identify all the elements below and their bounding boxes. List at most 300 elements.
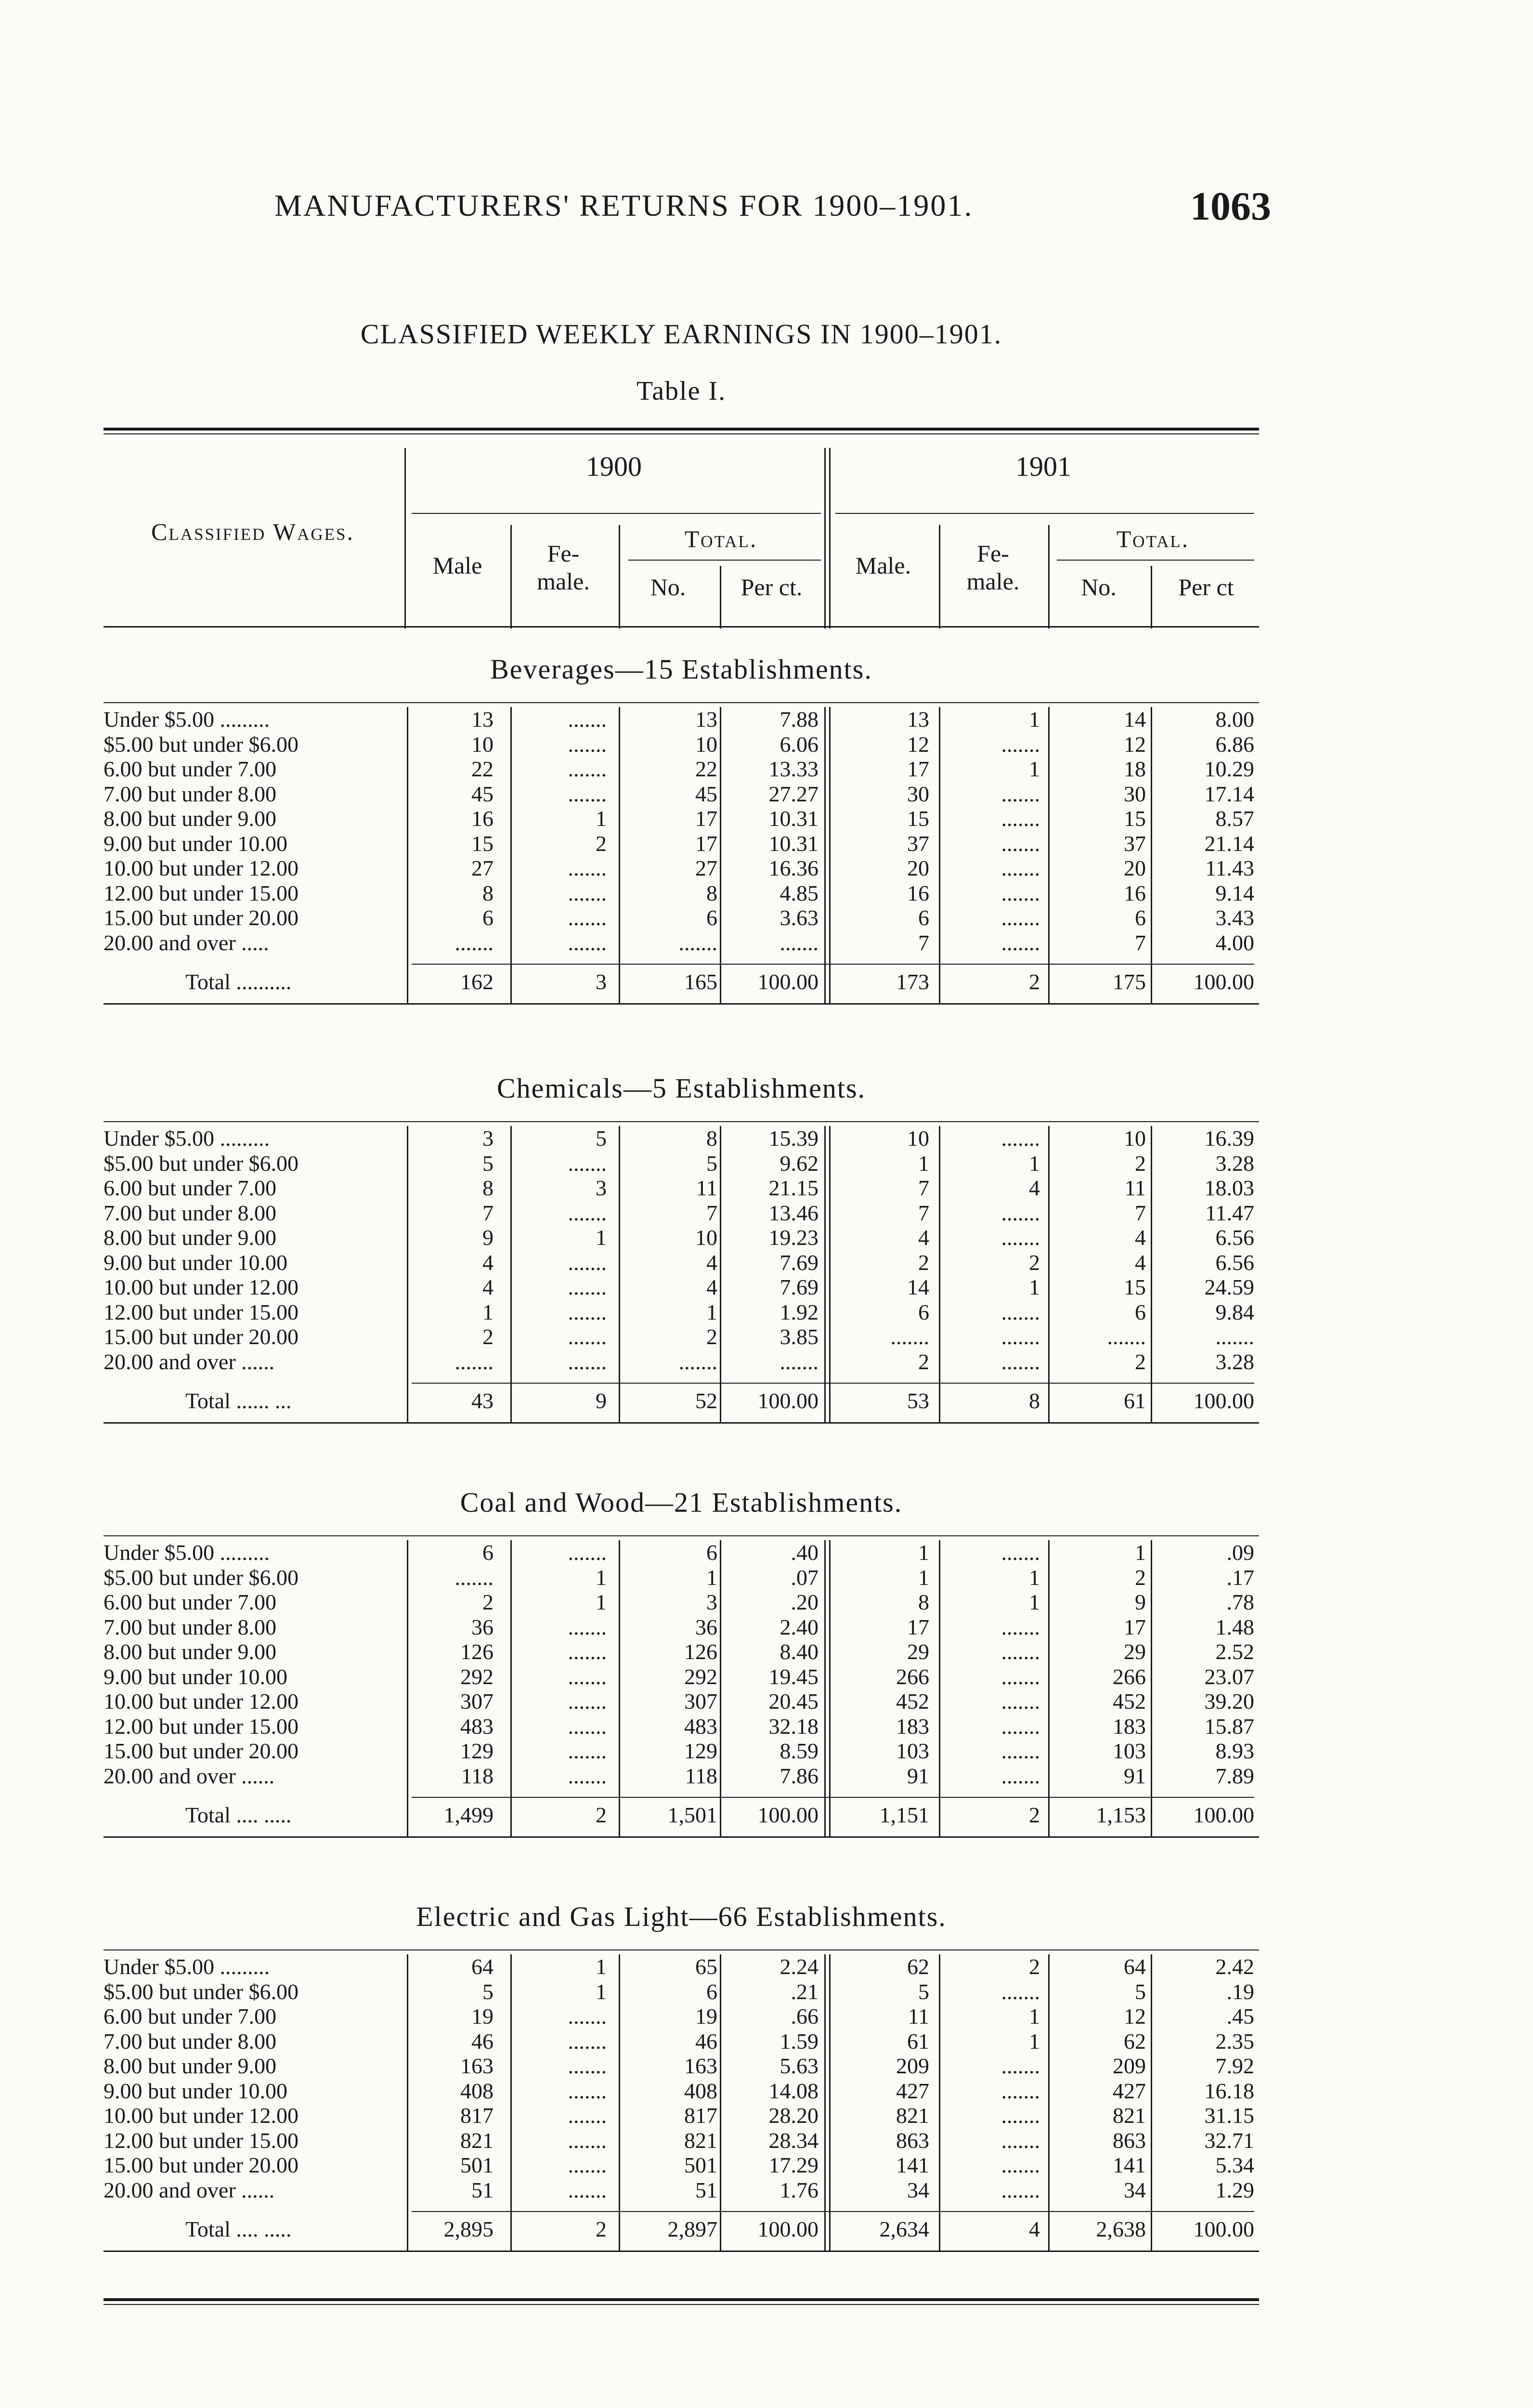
- table-cell: 6: [706, 1540, 717, 1565]
- table-row: [104, 1954, 1259, 1979]
- table-cell: 3.28: [1215, 1151, 1254, 1176]
- table-cell: 2: [1029, 1250, 1040, 1275]
- table-cell: 2: [1135, 1151, 1146, 1176]
- header-no-1900: No.: [650, 574, 686, 601]
- table-cell: 19: [695, 2004, 717, 2028]
- table-cell: .......: [1001, 1714, 1040, 1739]
- table-cell: 6: [706, 905, 717, 930]
- wage-class-label: 20.00 and over ......: [104, 1349, 275, 1374]
- table-row: [104, 856, 1259, 881]
- table-cell: 3.85: [779, 1324, 818, 1349]
- table-row: [104, 1764, 1259, 1789]
- table-cell: .......: [678, 1349, 717, 1374]
- table-cell: 21.14: [1204, 831, 1254, 856]
- wage-class-label: 6.00 but under 7.00: [104, 2004, 277, 2028]
- table-cell: 62: [1124, 2028, 1146, 2054]
- table-row: [104, 930, 1259, 955]
- table-cell: 2: [596, 1803, 607, 1827]
- table-cell: 5.34: [1215, 2153, 1254, 2177]
- table-cell: 17: [1124, 1614, 1146, 1639]
- table-cell: 16: [1124, 880, 1146, 905]
- table-cell: 28.20: [768, 2103, 818, 2128]
- header-bottom-rule: [104, 626, 1259, 628]
- table-cell: 15.87: [1204, 1714, 1254, 1739]
- table-cell: 13.33: [768, 757, 818, 781]
- table-cell: 7.89: [1215, 1763, 1254, 1788]
- wage-class-label: 10.00 but under 12.00: [104, 1689, 299, 1714]
- wage-class-label: Under $5.00 .........: [104, 1540, 270, 1565]
- table-row: [104, 1324, 1259, 1349]
- table-row: [104, 2004, 1259, 2029]
- table-cell: .......: [1001, 2128, 1040, 2153]
- wage-class-label: 7.00 but under 8.00: [104, 781, 277, 806]
- table-cell: 100.00: [1193, 1388, 1254, 1413]
- table-cell: .......: [568, 1739, 607, 1763]
- header-female-1901: Fe- male.: [966, 540, 1020, 595]
- table-cell: 427: [1113, 2078, 1146, 2103]
- table-cell: .......: [678, 930, 717, 955]
- table-cell: 100.00: [1193, 1803, 1254, 1827]
- table-cell: 100.00: [1193, 2217, 1254, 2241]
- table-cell: 15: [1124, 1275, 1146, 1299]
- table-cell: 10: [1124, 1126, 1146, 1151]
- table-cell: 19.45: [768, 1664, 818, 1689]
- table-cell: 6.56: [1215, 1225, 1254, 1250]
- table-cell: 4: [918, 1225, 929, 1250]
- table-cell: 12: [1124, 2004, 1146, 2028]
- table-cell: 45: [471, 781, 494, 806]
- table-cell: 21.15: [768, 1176, 818, 1200]
- header-year-1900: 1900: [586, 451, 642, 482]
- table-cell: 2: [596, 2217, 607, 2241]
- table-cell: .......: [568, 1349, 607, 1374]
- table-cell: .......: [1001, 880, 1040, 905]
- table-cell: .......: [568, 905, 607, 930]
- table-cell: .......: [890, 1324, 929, 1349]
- table-cell: 1: [1135, 1540, 1146, 1565]
- table-cell: 10.31: [768, 806, 818, 831]
- table-cell: .......: [779, 1349, 818, 1374]
- table-cell: 5: [482, 1151, 494, 1176]
- wage-class-label: $5.00 but under $6.00: [104, 732, 299, 757]
- table-cell: 22: [695, 757, 717, 781]
- table-cell: 408: [460, 2078, 494, 2103]
- table-cell: 2.42: [1215, 1954, 1254, 1979]
- table-cell: 2: [482, 1324, 494, 1349]
- total-label: Total .... .....: [185, 2217, 292, 2241]
- table-cell: 3: [706, 1590, 717, 1614]
- table-cell: 7: [482, 1200, 494, 1225]
- table-cell: .......: [568, 732, 607, 757]
- header-total-1900: Total.: [684, 525, 758, 552]
- table-cell: .66: [791, 2004, 818, 2028]
- table-cell: 292: [684, 1664, 717, 1689]
- table-cell: 1: [1029, 757, 1040, 781]
- table-cell: 1: [706, 1299, 717, 1324]
- table-cell: 64: [1124, 1954, 1146, 1979]
- table-row: [104, 1639, 1259, 1664]
- table-cell: 11: [908, 2004, 929, 2028]
- header-rule: [412, 513, 821, 514]
- table-cell: 126: [684, 1639, 717, 1664]
- table-cell: 175: [1113, 969, 1146, 994]
- table-row: [104, 2079, 1259, 2104]
- table-section: [104, 645, 1259, 1011]
- wage-class-label: 6.00 but under 7.00: [104, 1590, 277, 1614]
- table-cell: 16.36: [768, 856, 818, 880]
- table-cell: .......: [568, 1689, 607, 1714]
- table-cell: 10: [695, 732, 717, 757]
- table-title: CLASSIFIED WEEKLY EARNINGS IN 1900–1901.: [360, 318, 1002, 350]
- table-cell: 20.45: [768, 1689, 818, 1714]
- table-cell: .......: [568, 1151, 607, 1176]
- table-cell: 16.39: [1204, 1126, 1254, 1151]
- table-cell: 11: [696, 1176, 717, 1200]
- table-cell: .......: [1001, 1689, 1040, 1714]
- table-cell: .09: [1226, 1540, 1254, 1565]
- table-cell: 37: [1124, 831, 1146, 856]
- table-cell: 30: [1124, 781, 1146, 806]
- table-cell: 9: [482, 1225, 494, 1250]
- table-cell: .......: [568, 757, 607, 781]
- table-cell: .......: [568, 1664, 607, 1689]
- table-cell: .78: [1226, 1590, 1254, 1614]
- table-row: [104, 1689, 1259, 1714]
- wage-class-label: 12.00 but under 15.00: [104, 880, 299, 905]
- table-cell: 3.63: [779, 905, 818, 930]
- table-cell: 46: [695, 2028, 717, 2054]
- header-divider: [1048, 525, 1050, 628]
- table-cell: 3: [482, 1126, 494, 1151]
- table-cell: 2,638: [1096, 2217, 1146, 2241]
- table-cell: 62: [907, 1954, 929, 1979]
- table-cell: 8: [482, 880, 494, 905]
- wage-class-label: 12.00 but under 15.00: [104, 1299, 299, 1324]
- table-cell: .......: [568, 856, 607, 880]
- table-cell: 100.00: [757, 1388, 818, 1413]
- table-cell: .......: [568, 930, 607, 955]
- table-row: [104, 1225, 1259, 1250]
- table-cell: 163: [684, 2054, 717, 2078]
- table-cell: 4: [1135, 1225, 1146, 1250]
- table-cell: 23.07: [1204, 1664, 1254, 1689]
- table-cell: .......: [1215, 1324, 1254, 1349]
- table-cell: .......: [568, 1639, 607, 1664]
- table-cell: 483: [684, 1714, 717, 1739]
- bottom-rule: [104, 2298, 1259, 2301]
- wage-class-label: 7.00 but under 8.00: [104, 2028, 277, 2054]
- table-row: [104, 1615, 1259, 1640]
- table-cell: 8.59: [779, 1739, 818, 1763]
- table-cell: 2: [1029, 969, 1040, 994]
- table-cell: 91: [907, 1763, 929, 1788]
- table-cell: .......: [568, 2128, 607, 2153]
- table-cell: .......: [1001, 905, 1040, 930]
- table-cell: .......: [1001, 1349, 1040, 1374]
- wage-class-label: 10.00 but under 12.00: [104, 2103, 299, 2128]
- table-cell: .......: [568, 2028, 607, 2054]
- bottom-rule-thin: [104, 2304, 1259, 2305]
- wage-class-label: 15.00 but under 20.00: [104, 1324, 299, 1349]
- table-cell: .......: [1001, 1299, 1040, 1324]
- header-divider: [1151, 566, 1152, 628]
- running-head: [274, 183, 1271, 229]
- table-cell: .......: [568, 1299, 607, 1324]
- table-row: [104, 1565, 1259, 1590]
- table-cell: .......: [455, 1349, 494, 1374]
- table-cell: 100.00: [1193, 969, 1254, 994]
- table-row: [104, 1126, 1259, 1151]
- table-row: [104, 1590, 1259, 1615]
- table-cell: 10: [471, 732, 494, 757]
- table-cell: 17.29: [768, 2153, 818, 2177]
- table-cell: .......: [455, 930, 494, 955]
- table-cell: 2: [482, 1590, 494, 1614]
- table-cell: 6: [706, 1979, 717, 2004]
- table-cell: 1: [1029, 1565, 1040, 1590]
- total-label: Total ..........: [185, 969, 292, 994]
- table-row: [104, 1979, 1259, 2004]
- wage-class-label: 12.00 but under 15.00: [104, 2128, 299, 2153]
- table-cell: 12: [907, 732, 929, 757]
- table-cell: 209: [1113, 2054, 1146, 2078]
- wage-class-label: 20.00 and over .....: [104, 930, 269, 955]
- header-total-1901: Total.: [1116, 525, 1190, 552]
- table-cell: .......: [1001, 1324, 1040, 1349]
- table-cell: 1: [1029, 707, 1040, 732]
- table-cell: 17: [695, 831, 717, 856]
- table-cell: 408: [684, 2078, 717, 2103]
- table-cell: 100.00: [757, 1803, 818, 1827]
- table-cell: 5: [918, 1979, 929, 2004]
- table-cell: 15: [907, 806, 929, 831]
- table-cell: 18.03: [1204, 1176, 1254, 1200]
- table-cell: 1: [596, 1954, 607, 1979]
- header-per-ct-1900: Per ct.: [741, 574, 803, 601]
- table-cell: 2,634: [879, 2217, 929, 2241]
- table-cell: 1.29: [1215, 2177, 1254, 2202]
- table-section: [104, 1479, 1259, 1845]
- table-cell: 103: [1113, 1739, 1146, 1763]
- table-cell: .......: [1001, 2054, 1040, 2078]
- wage-class-label: $5.00 but under $6.00: [104, 1979, 299, 2004]
- table-cell: 17: [907, 1614, 929, 1639]
- table-cell: .......: [1107, 1324, 1146, 1349]
- table-cell: .......: [779, 930, 818, 955]
- table-cell: 2,897: [667, 2217, 717, 2241]
- table-cell: 817: [684, 2103, 717, 2128]
- table-cell: 91: [1124, 1763, 1146, 1788]
- table-cell: 5: [482, 1979, 494, 2004]
- table-cell: 307: [684, 1689, 717, 1714]
- table-cell: .......: [1001, 1979, 1040, 2004]
- table-cell: 1: [918, 1151, 929, 1176]
- wage-class-label: 9.00 but under 10.00: [104, 1664, 288, 1689]
- table-cell: 501: [684, 2153, 717, 2177]
- table-cell: 1: [596, 1225, 607, 1250]
- total-label: Total .... .....: [185, 1803, 292, 1827]
- wage-class-label: $5.00 but under $6.00: [104, 1565, 299, 1590]
- wage-class-label: 8.00 but under 9.00: [104, 1225, 277, 1250]
- table-row: [104, 2128, 1259, 2153]
- table-cell: .......: [455, 1565, 494, 1590]
- table-cell: 6: [918, 905, 929, 930]
- table-cell: .19: [1226, 1979, 1254, 2004]
- wage-class-label: 7.00 but under 8.00: [104, 1200, 277, 1225]
- table-cell: .......: [568, 707, 607, 732]
- table-cell: 100.00: [757, 969, 818, 994]
- table-cell: 4: [482, 1250, 494, 1275]
- table-cell: 10.31: [768, 831, 818, 856]
- table-cell: 7: [918, 1200, 929, 1225]
- table-row: [104, 1739, 1259, 1764]
- header-rule: [1057, 560, 1254, 561]
- table-cell: 17: [695, 806, 717, 831]
- wage-class-label: 6.00 but under 7.00: [104, 1176, 277, 1200]
- table-cell: 6: [482, 1540, 494, 1565]
- table-cell: .......: [1001, 2103, 1040, 2128]
- table-cell: .......: [568, 1614, 607, 1639]
- table-cell: 821: [460, 2128, 494, 2153]
- table-cell: 3.28: [1215, 1349, 1254, 1374]
- table-section: [104, 1064, 1259, 1430]
- table-row: [104, 1664, 1259, 1689]
- table-cell: 7.88: [779, 707, 818, 732]
- table-cell: 821: [896, 2103, 929, 2128]
- table-row: [104, 1176, 1259, 1201]
- table-cell: 15: [471, 831, 494, 856]
- table-cell: 4: [1029, 2217, 1040, 2241]
- table-cell: 7.86: [779, 1763, 818, 1788]
- table-cell: .......: [1001, 930, 1040, 955]
- table-row: [104, 782, 1259, 807]
- table-cell: 129: [460, 1739, 494, 1763]
- wage-class-label: 9.00 but under 10.00: [104, 831, 288, 856]
- header-female-1900: Fe- male.: [537, 540, 590, 595]
- table-row: [104, 881, 1259, 906]
- table-cell: 53: [907, 1388, 929, 1413]
- table-cell: 36: [471, 1614, 494, 1639]
- table-cell: 821: [1113, 2103, 1146, 2128]
- table-cell: .......: [568, 2004, 607, 2028]
- table-cell: .20: [791, 1590, 818, 1614]
- table-cell: 8: [1029, 1388, 1040, 1413]
- table-cell: 32.71: [1204, 2128, 1254, 2153]
- table-cell: 163: [460, 2054, 494, 2078]
- table-cell: 11.47: [1205, 1200, 1254, 1225]
- table-cell: .07: [791, 1565, 818, 1590]
- table-cell: 27.27: [768, 781, 818, 806]
- wage-class-label: Under $5.00 .........: [104, 707, 270, 732]
- table-cell: 1.59: [779, 2028, 818, 2054]
- section-bottom-rule: [104, 1422, 1259, 1424]
- table-cell: 2: [596, 831, 607, 856]
- table-cell: .......: [568, 2078, 607, 2103]
- table-cell: 13: [907, 707, 929, 732]
- table-cell: 6.86: [1215, 732, 1254, 757]
- table-cell: 8: [706, 1126, 717, 1151]
- table-cell: .......: [1001, 1763, 1040, 1788]
- table-cell: 61: [1124, 1388, 1146, 1413]
- table-cell: 32.18: [768, 1714, 818, 1739]
- table-cell: 6: [1135, 1299, 1146, 1324]
- table-cell: .......: [568, 1714, 607, 1739]
- table-header: [104, 433, 1259, 636]
- table-cell: 483: [460, 1714, 494, 1739]
- table-row: [104, 2153, 1259, 2178]
- table-cell: 118: [461, 1763, 494, 1788]
- table-cell: 2.52: [1215, 1639, 1254, 1664]
- table-cell: 1: [1029, 1151, 1040, 1176]
- table-cell: 10: [907, 1126, 929, 1151]
- section-title: Beverages—15 Establishments.: [490, 654, 872, 685]
- header-per-ct-1901: Per ct: [1178, 574, 1234, 601]
- header-top-rule: [104, 428, 1259, 431]
- table-cell: 3: [596, 969, 607, 994]
- wage-class-label: 9.00 but under 10.00: [104, 2078, 288, 2103]
- header-divider: [404, 448, 406, 628]
- table-cell: .45: [1226, 2004, 1254, 2028]
- table-cell: 24.59: [1204, 1275, 1254, 1299]
- table-cell: .17: [1226, 1565, 1254, 1590]
- table-cell: 17: [907, 757, 929, 781]
- table-cell: 452: [896, 1689, 929, 1714]
- table-cell: 1.92: [779, 1299, 818, 1324]
- table-cell: 126: [460, 1639, 494, 1664]
- table-cell: 173: [896, 969, 929, 994]
- table-cell: 817: [460, 2103, 494, 2128]
- table-cell: 1: [482, 1299, 494, 1324]
- table-cell: 1,151: [879, 1803, 929, 1827]
- table-cell: 37: [907, 831, 929, 856]
- table-cell: .......: [568, 2054, 607, 2078]
- table-cell: 118: [685, 1763, 717, 1788]
- table-cell: 8.00: [1215, 707, 1254, 732]
- wage-class-label: 7.00 but under 8.00: [104, 1614, 277, 1639]
- table-cell: .......: [1001, 856, 1040, 880]
- table-cell: 452: [1113, 1689, 1146, 1714]
- table-cell: 292: [460, 1664, 494, 1689]
- table-row: [104, 757, 1259, 782]
- table-cell: 7: [918, 930, 929, 955]
- table-cell: 2: [918, 1250, 929, 1275]
- table-cell: .......: [568, 2103, 607, 2128]
- table-cell: .......: [568, 880, 607, 905]
- table-cell: 51: [471, 2177, 494, 2202]
- table-cell: 29: [1124, 1639, 1146, 1664]
- running-title: MANUFACTURERS' RETURNS FOR 1900–1901.: [274, 188, 974, 222]
- table-cell: 28.34: [768, 2128, 818, 2153]
- header-male-1900: Male: [432, 552, 482, 579]
- table-row: [104, 905, 1259, 930]
- table-cell: 5.63: [779, 2054, 818, 2078]
- table-cell: 2: [1135, 1565, 1146, 1590]
- table-cell: 51: [695, 2177, 717, 2202]
- wage-class-label: 8.00 but under 9.00: [104, 2054, 277, 2078]
- table-row: [104, 1250, 1259, 1275]
- table-cell: 39.20: [1204, 1689, 1254, 1714]
- table-row: [104, 2103, 1259, 2128]
- table-cell: 6.06: [779, 732, 818, 757]
- table-row: [104, 831, 1259, 856]
- table-cell: .......: [568, 1200, 607, 1225]
- wage-class-label: 9.00 but under 10.00: [104, 1250, 288, 1275]
- table-cell: 6: [482, 905, 494, 930]
- table-cell: 103: [896, 1739, 929, 1763]
- wage-class-label: 6.00 but under 7.00: [104, 757, 277, 781]
- table-cell: 19.23: [768, 1225, 818, 1250]
- table-row: [104, 707, 1259, 732]
